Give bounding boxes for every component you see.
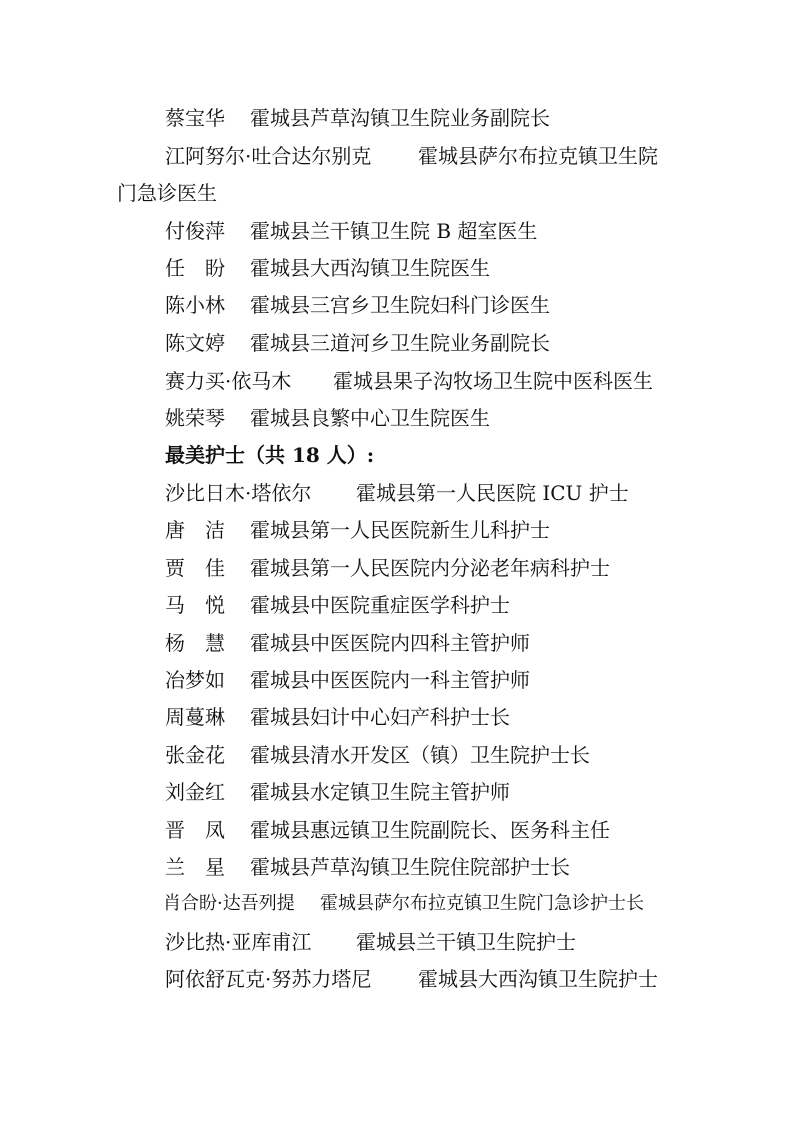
- person-unit: 霍城县妇计中心妇产科护士长: [250, 705, 510, 729]
- person-unit: 霍城县萨尔布拉克镇卫生院门急诊护士长: [320, 893, 644, 914]
- person-name: 杨 慧: [165, 631, 225, 655]
- person-unit: 霍城县三宫乡卫生院妇科门诊医生: [250, 293, 550, 317]
- person-unit: 霍城县中医院重症医学科护士: [250, 593, 510, 617]
- doctor-entry: [0, 403, 793, 433]
- person-name: 付俊萍: [165, 219, 225, 243]
- person-name: 肖合盼·达吾列提: [163, 893, 295, 914]
- nurse-entry: [0, 702, 793, 732]
- person-name: 任 盼: [165, 256, 225, 280]
- person-unit: 霍城县芦草沟镇卫生院住院部护士长: [250, 855, 570, 879]
- person-unit: 霍城县大西沟镇卫生院护士: [418, 967, 658, 991]
- section-heading-text: 最美护士（共 18 人）:: [165, 443, 375, 467]
- person-name: 晋 凤: [165, 818, 225, 842]
- doctor-entry: [0, 290, 793, 320]
- person-unit: 霍城县大西沟镇卫生院医生: [250, 256, 490, 280]
- nurse-entry: [0, 889, 793, 919]
- nurse-entry: [0, 553, 793, 583]
- person-name: 陈小林: [165, 293, 225, 317]
- person-name: 阿依舒瓦克·努苏力塔尼: [165, 967, 372, 991]
- person-name: 兰 星: [165, 855, 225, 879]
- doctor-entry: [0, 366, 793, 396]
- person-name: 唐 洁: [165, 518, 225, 542]
- person-unit: 霍城县第一人民医院新生儿科护士: [250, 518, 550, 542]
- doctor-entry-continuation: [0, 178, 793, 208]
- person-name: 沙比热·亚库甫江: [165, 930, 312, 954]
- doctor-entry: [0, 103, 793, 133]
- person-unit: 霍城县萨尔布拉克镇卫生院: [418, 144, 658, 168]
- person-unit: 霍城县清水开发区（镇）卫生院护士长: [250, 743, 590, 767]
- nurse-entry: [0, 815, 793, 845]
- doctor-entry: [0, 141, 793, 171]
- nurse-entry: [0, 628, 793, 658]
- person-unit: 霍城县第一人民医院内分泌老年病科护士: [250, 556, 610, 580]
- nurse-entry: [0, 515, 793, 545]
- nurse-entry: [0, 740, 793, 770]
- person-name: 江阿努尔·吐合达尔别克: [165, 144, 372, 168]
- doctor-entry: [0, 253, 793, 283]
- person-unit: 霍城县兰干镇卫生院 B 超室医生: [250, 219, 538, 243]
- nurse-entry: [0, 590, 793, 620]
- nurse-entry: [0, 665, 793, 695]
- person-name: 贾 佳: [165, 556, 225, 580]
- person-unit: 霍城县中医医院内四科主管护师: [250, 631, 530, 655]
- person-name: 姚荣琴: [165, 406, 225, 430]
- nurse-entry: [0, 478, 793, 508]
- nurse-entry: [0, 852, 793, 882]
- person-unit: 霍城县第一人民医院 ICU 护士: [356, 481, 629, 505]
- person-name: 张金花: [165, 743, 225, 767]
- person-name: 马 悦: [165, 593, 225, 617]
- person-unit: 霍城县果子沟牧场卫生院中医科医生: [333, 369, 653, 393]
- person-unit: 霍城县三道河乡卫生院业务副院长: [250, 331, 550, 355]
- person-name: 沙比日木·塔依尔: [165, 481, 312, 505]
- person-name: 冶梦如: [165, 668, 225, 692]
- nurse-entry: [0, 964, 793, 994]
- person-unit: 霍城县芦草沟镇卫生院业务副院长: [250, 106, 550, 130]
- nurse-entry: [0, 927, 793, 957]
- person-name: 刘金红: [165, 780, 225, 804]
- person-name: 陈文婷: [165, 331, 225, 355]
- person-name: 赛力买·依马木: [165, 369, 292, 393]
- person-unit: 霍城县中医医院内一科主管护师: [250, 668, 530, 692]
- doctor-entry: [0, 216, 793, 246]
- person-name: 蔡宝华: [165, 106, 225, 130]
- person-unit: 霍城县良繁中心卫生院医生: [250, 406, 490, 430]
- person-unit: 霍城县水定镇卫生院主管护师: [250, 780, 510, 804]
- person-unit: 霍城县惠远镇卫生院副院长、医务科主任: [250, 818, 610, 842]
- person-unit-continuation: 门急诊医生: [117, 181, 217, 205]
- section-heading-nurses: [0, 440, 793, 470]
- person-name: 周蔓琳: [165, 705, 225, 729]
- person-unit: 霍城县兰干镇卫生院护士: [356, 930, 576, 954]
- nurse-entry: [0, 777, 793, 807]
- doctor-entry: [0, 328, 793, 358]
